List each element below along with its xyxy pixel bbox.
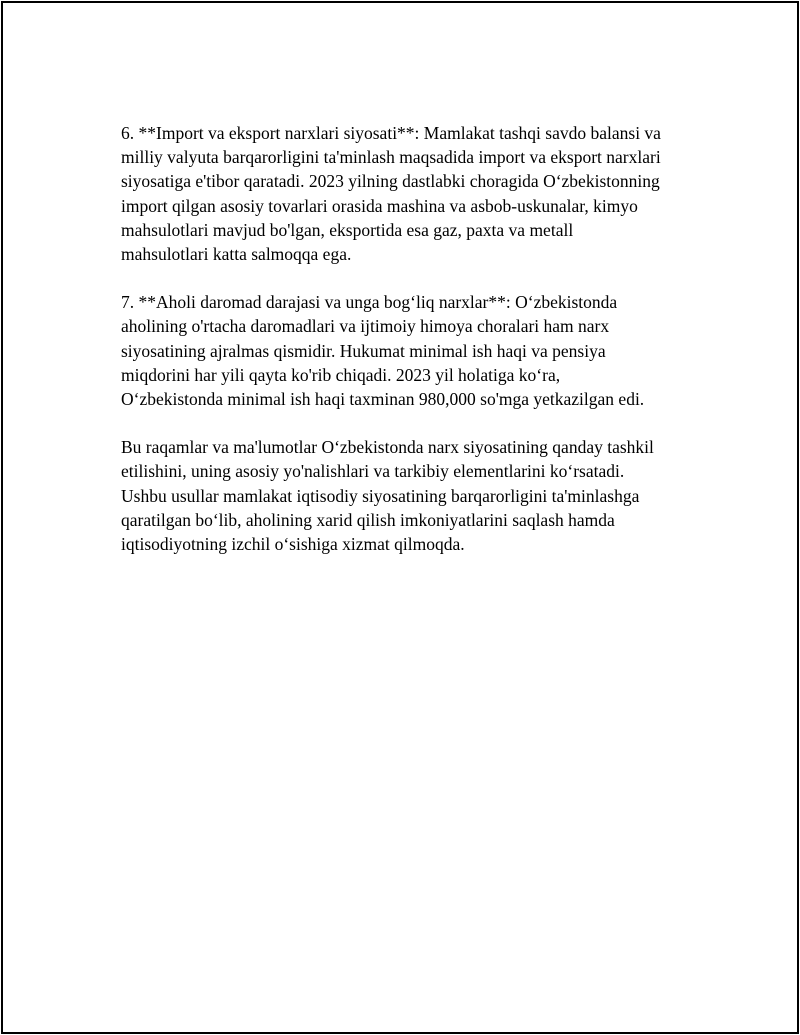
paragraph-income-level bbox=[121, 290, 691, 411]
text-line: qaratilgan bo‘lib, aholining xarid qilish imkoniyatlarini saqlash hamda bbox=[121, 509, 615, 530]
text-line: 6. **Import va eksport narxlari siyosati**: Mamlakat tashqi savdo balansi va bbox=[121, 123, 661, 143]
page-frame bbox=[1, 1, 799, 1034]
text-line: 7. **Aholi daromad darajasi va unga bog‘liq narxlar**: O‘zbekistonda bbox=[121, 292, 618, 313]
text-line: siyosatining ajralmas qismidir. Hukumat minimal ish haqi va pensiya bbox=[121, 340, 606, 361]
text-line: mahsulotlari mavjud bo'lgan, eksportida esa gaz, paxta va metall bbox=[121, 219, 574, 240]
paragraph-import-export-prices bbox=[121, 121, 691, 266]
text-line: mahsulotlari katta salmoqqa ega. bbox=[121, 244, 352, 265]
text-line: iqtisodiyotning izchil o‘sishiga xizmat qilmoqda. bbox=[121, 534, 465, 555]
text-line: aholining o'rtacha daromadlari va ijtimoiy himoya choralari ham narx bbox=[121, 316, 610, 337]
paragraph-conclusion bbox=[121, 435, 691, 556]
text-line: Bu raqamlar va ma'lumotlar O‘zbekistonda narx siyosatining qanday tashkil bbox=[121, 437, 654, 458]
document-body bbox=[121, 121, 691, 580]
text-line: siyosatiga e'tibor qaratadi. 2023 yilning dastlabki choragida O‘zbekistonning bbox=[121, 171, 660, 192]
text-line: etilishini, uning asosiy yo'nalishlari va tarkibiy elementlarini ko‘rsatadi. bbox=[121, 461, 625, 482]
text-line: O‘zbekistonda minimal ish haqi taxminan 980,000 so'mga yetkazilgan edi. bbox=[121, 389, 645, 410]
text-line: Ushbu usullar mamlakat iqtisodiy siyosatining barqarorligini ta'minlashga bbox=[121, 485, 640, 506]
text-line: import qilgan asosiy tovarlari orasida mashina va asbob-uskunalar, kimyo bbox=[121, 195, 638, 216]
text-line: miqdorini har yili qayta ko'rib chiqadi. 2023 yil holatiga ko‘ra, bbox=[121, 364, 561, 385]
text-line: milliy valyuta barqarorligini ta'minlash maqsadida import va eksport narxlari bbox=[121, 147, 661, 168]
